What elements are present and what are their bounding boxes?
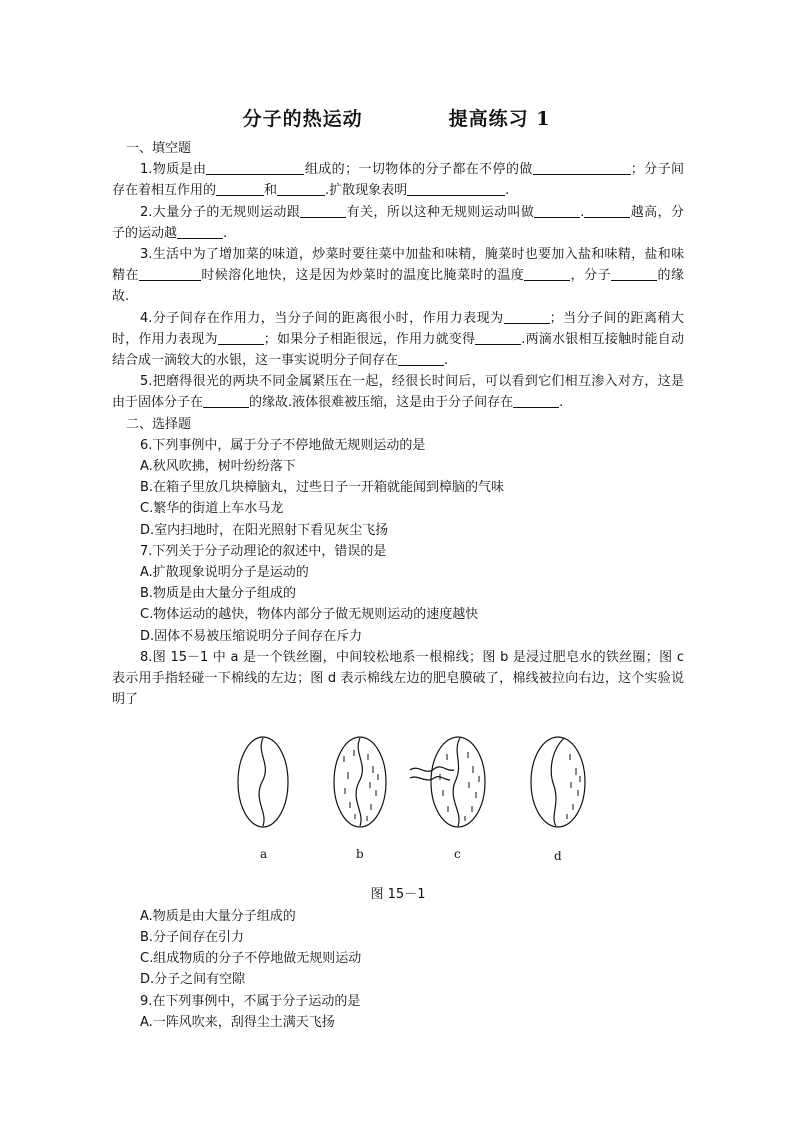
question-8-option-d[interactable]: D.分子之间有空隙 <box>140 972 246 988</box>
question-7-option-a[interactable]: A.扩散现象说明分子是运动的 <box>140 565 309 581</box>
answer-blank[interactable] <box>475 330 521 345</box>
answer-blank[interactable] <box>203 393 249 408</box>
figure-caption: 图 15－1 <box>370 887 426 903</box>
question-8-option-b[interactable]: B.分子间存在引力 <box>140 929 245 945</box>
film-dashes-d <box>567 754 580 819</box>
question-4: 4.分子间存在作用力，当分子间的距离很小时，作用力表现为 ；当分子间的距离稍大时，作用力表现为 ；如果分子相距很远，作用力就变得 .两滴水银相互接触时能自动结合成一滴较大的水银，这一事实说明分子间存在 . <box>112 310 684 369</box>
figure-label-c: c <box>454 847 461 862</box>
answer-blank[interactable] <box>407 181 505 196</box>
answer-blank[interactable] <box>513 393 559 408</box>
question-7-stem: 7.下列关于分子动理论的叙述中，错误的是 <box>140 543 387 559</box>
question-9-option-a[interactable]: A.一阵风吹来，刮得尘土满天飞扬 <box>140 1014 335 1030</box>
section-heading-fill: 一、填空题 <box>126 141 192 156</box>
section-heading-choice: 二、选择题 <box>126 416 192 432</box>
answer-blank[interactable] <box>524 266 570 281</box>
title-sub: 提高练习 1 <box>448 108 551 130</box>
cotton-thread-b <box>356 738 362 826</box>
answer-blank[interactable] <box>584 203 630 218</box>
answer-blank[interactable] <box>277 181 325 196</box>
question-6-option-b[interactable]: B.在箱子里放几块樟脑丸，过些日子一开箱就能闻到樟脑的气味 <box>140 480 505 496</box>
question-6-option-c[interactable]: C.繁华的街道上车水马龙 <box>140 501 284 517</box>
answer-blank[interactable] <box>206 160 304 175</box>
question-6-option-a[interactable]: A.秋风吹拂，树叶纷纷落下 <box>140 459 296 475</box>
question-5: 5.把磨得很光的两块不同金属紧压在一起，经很长时间后，可以看到它们相互渗入对方，这是由于固体分子在 的缘故.液体很难被压缩，这是由于分子间存在 . <box>112 374 684 411</box>
question-8-stem: 8.图 15－1 中 a 是一个铁丝圈，中间较松地系一根棉线；图 b 是浸过肥皂水的铁丝圈；图 c 表示用手指轻碰一下棉线的左边；图 d 表示棉线左边的肥皂膜破了，棉线被拉向右边，这个实验说明了 <box>112 649 684 708</box>
question-7-option-b[interactable]: B.物质是由大量分子组成的 <box>140 586 297 602</box>
figure-label-d: d <box>554 849 562 864</box>
page-title <box>0 104 793 131</box>
answer-blank[interactable] <box>216 181 264 196</box>
cotton-thread-d <box>551 738 564 826</box>
question-8-option-a[interactable]: A.物质是由大量分子组成的 <box>140 908 296 924</box>
question-1: 1.物质是由 组成的；一切物体的分子都在不停的做 ；分子间存在着相互作用的 和 .扩散现象表明 . <box>112 162 684 199</box>
cotton-thread-a <box>259 738 265 826</box>
answer-blank[interactable] <box>398 351 444 366</box>
answer-blank[interactable] <box>177 224 223 239</box>
answer-blank[interactable] <box>611 266 657 281</box>
figure-15-1 <box>112 724 684 884</box>
worksheet-content <box>112 138 684 1033</box>
figure-label-b: b <box>356 847 364 862</box>
question-6-stem: 6.下列事例中，属于分子不停地做无规则运动的是 <box>140 437 426 453</box>
figure-label-a: a <box>260 847 268 862</box>
question-7-option-d[interactable]: D.固体不易被压缩说明分子间存在斥力 <box>140 628 363 644</box>
answer-blank[interactable] <box>533 160 631 175</box>
soap-film-diagram <box>112 724 684 884</box>
answer-blank[interactable] <box>139 266 201 281</box>
title-main: 分子的热运动 <box>242 108 363 130</box>
question-3: 3.生活中为了增加菜的味道，炒菜时要往菜中加盐和味精，腌菜时也要加入盐和味精，盐和味精在 时候溶化地快，这是因为炒菜时的温度比腌菜时的温度 ，分子 的缘故. <box>112 247 684 305</box>
question-9-stem: 9.在下列事例中，不属于分子运动的是 <box>140 993 361 1009</box>
wire-loop-d <box>531 737 585 827</box>
cotton-thread-c <box>453 738 460 826</box>
answer-blank[interactable] <box>504 309 550 324</box>
answer-blank[interactable] <box>300 203 346 218</box>
question-6-option-d[interactable]: D.室内扫地时，在阳光照射下看见灰尘飞扬 <box>140 522 389 538</box>
question-2: 2.大量分子的无规则运动跟 有关，所以这种无规则运动叫做 . 越高，分子的运动越 . <box>112 204 684 241</box>
answer-blank[interactable] <box>218 330 264 345</box>
answer-blank[interactable] <box>534 203 580 218</box>
film-dashes-c <box>440 752 479 821</box>
question-8-option-c[interactable]: C.组成物质的分子不停地做无规则运动 <box>140 951 362 967</box>
question-7-option-c[interactable]: C.物体运动的越快，物体内部分子做无规则运动的速度越快 <box>140 607 479 623</box>
